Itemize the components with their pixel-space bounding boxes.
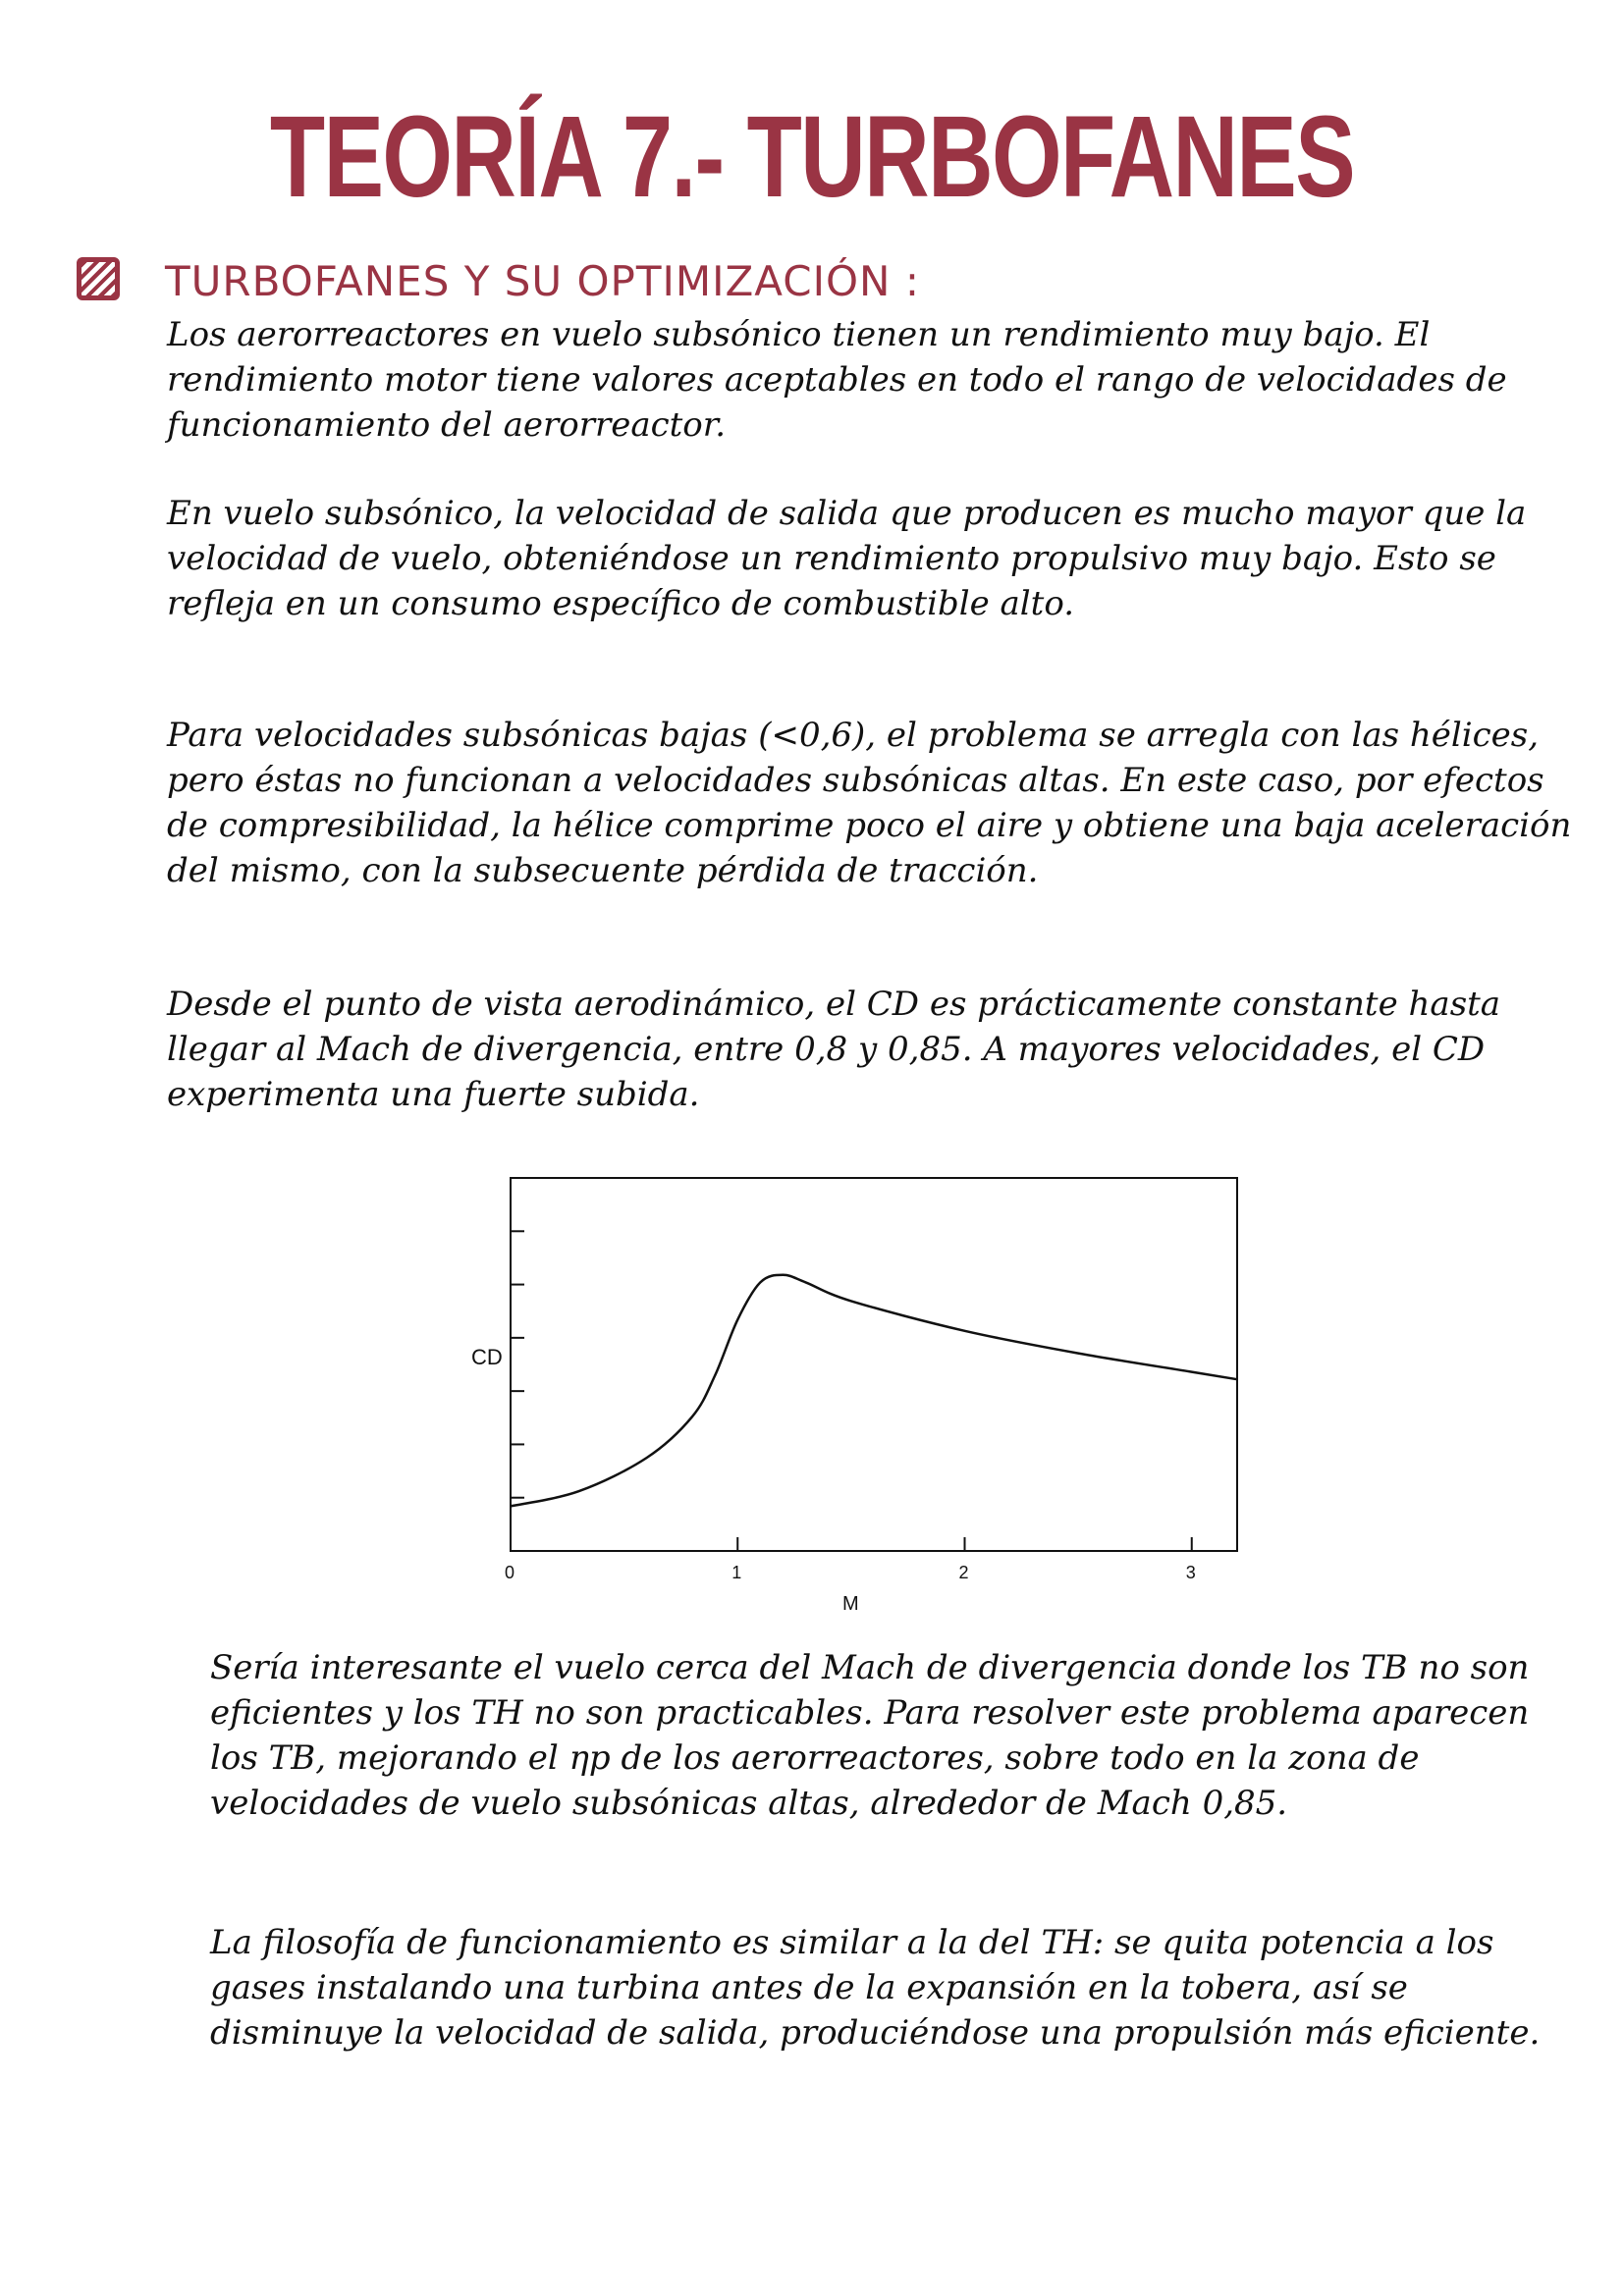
- paragraph: Sería interesante el vuelo cerca del Mach de divergencia donde los TB no son eficientes y los TH no son practicables. Para resolver este problema aparecen los TB, mejorando el ηp de los aerorreactores, sobre todo en la zona de velocidades de vuelo subsónicas altas, alrededor de Mach 0,85.: [210, 1648, 1530, 1823]
- cd-vs-mach-chart: [432, 1158, 1257, 1629]
- x-axis-label: M: [842, 1593, 859, 1615]
- x-ticks: [505, 1537, 1196, 1582]
- x-tick-label: 0: [505, 1563, 515, 1582]
- x-tick-label: 2: [958, 1563, 969, 1582]
- paragraph: La filosofía de funcionamiento es similar a la del TH: se quita potencia a los gases instalando una turbina antes de la expansión en la tobera, así se disminuye la velocidad de salida, produciéndose una propulsión más eficiente.: [210, 1923, 1541, 2053]
- paragraph: En vuelo subsónico, la velocidad de salida que producen es mucho mayor que la velocidad de vuelo, obteniéndose un rendimiento propulsivo muy bajo. Esto se refleja en un consumo específico de combustible alto.: [167, 494, 1527, 623]
- cd-curve: [511, 1275, 1237, 1507]
- paragraph: Los aerorreactores en vuelo subsónico tienen un rendimiento muy bajo. El rendimiento motor tiene valores aceptables en todo el rango de velocidades de funcionamiento del aerorreactor.: [167, 315, 1507, 445]
- y-ticks: [511, 1231, 524, 1497]
- page-title: TEORÍA 7.- TURBOFANES: [269, 92, 1355, 222]
- paragraph: Desde el punto de vista aerodinámico, el CD es prácticamente constante hasta llegar al Mach de divergencia, entre 0,8 y 0,85. A mayores velocidades, el CD experimenta una fuerte subida.: [167, 985, 1501, 1114]
- plot-frame: [511, 1178, 1237, 1551]
- x-tick-label: 1: [731, 1563, 742, 1582]
- section-checkbox-icon: [77, 257, 120, 300]
- section-title: TURBOFANES Y SU OPTIMIZACIÓN :: [165, 257, 920, 305]
- x-tick-label: 3: [1185, 1563, 1196, 1582]
- y-axis-label: CD: [471, 1345, 503, 1369]
- paragraph: Para velocidades subsónicas bajas (<0,6), el problema se arregla con las hélices, pero éstas no funcionan a velocidades subsónicas altas. En este caso, por efectos de compresibilidad, la hélice comprime poco el aire y obtiene una baja aceleración del mismo, con la subsecuente pérdida de tracción.: [167, 716, 1572, 890]
